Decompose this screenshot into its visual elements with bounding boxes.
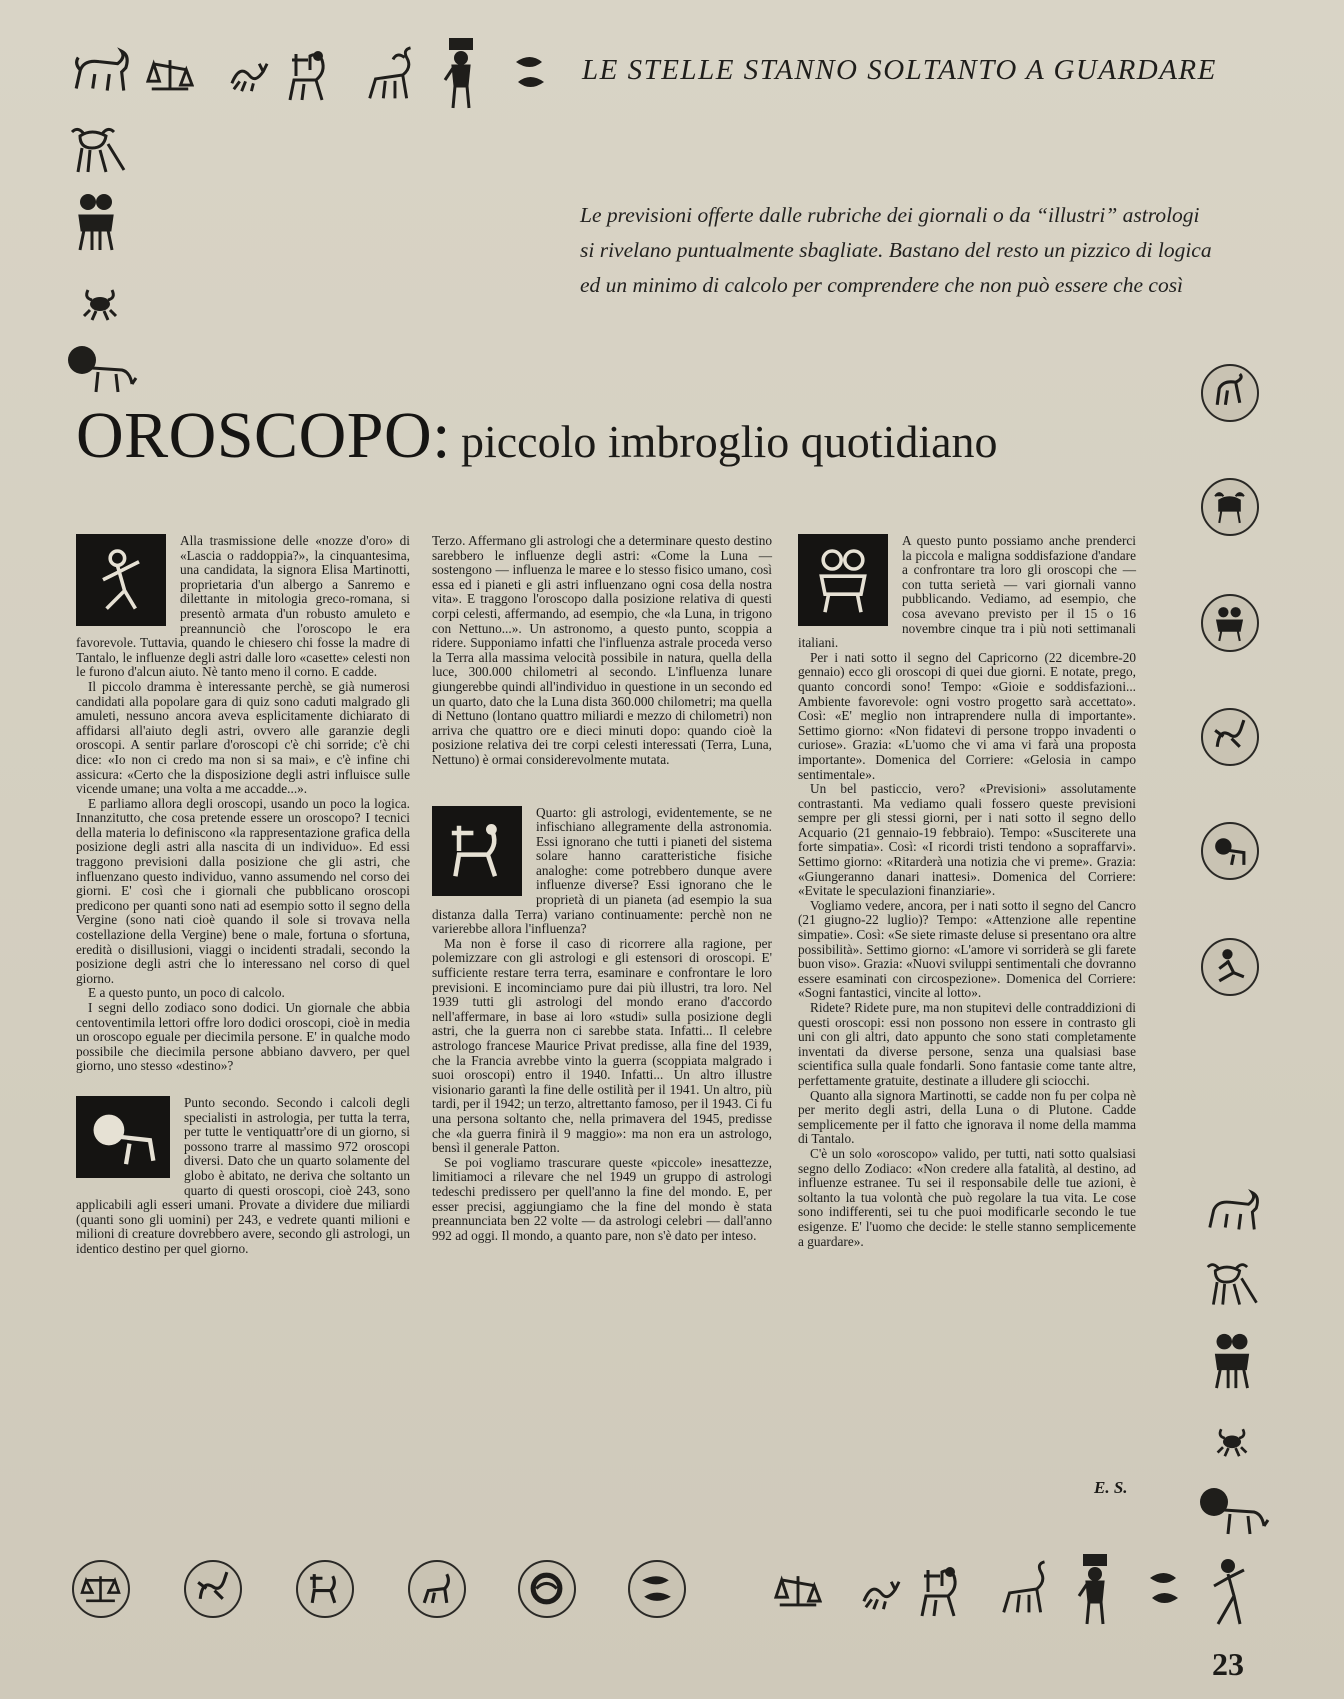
intro-line: si rivelano puntualmente sbagliate. Bastano del resto un pizzico di logica [580,238,1212,262]
aquarius-icon [440,36,482,110]
virgo-icon [1206,1556,1252,1626]
aquarius-badge-icon [518,1560,576,1618]
leo-icon [76,1096,170,1178]
paragraph: E a questo punto, un poco di calcolo. [88,985,285,1001]
capricorn-badge-icon [408,1560,466,1618]
pisces-badge-icon [628,1560,686,1618]
scorpio-badge-icon [1201,708,1259,766]
taurus-icon [68,124,132,174]
ram-icon [1204,1188,1262,1238]
intro-line: Le previsioni offerte dalle rubriche dei giornali o da “illustri” astrologi [580,203,1200,227]
sagittarius-icon [914,1562,984,1622]
sagittarius-badge-icon [296,1560,354,1618]
paragraph: E parliamo allora degli oroscopi, usando un poco la logica. Innanzitutto, che cosa pretende essere un oroscopo? I tecnici della materia lo definiscono «la rappresentazione grafica della posizione degli astri alla nascita di un individuo». Ed essi traggono previsioni dalla posizione che gli astri, che influenzano questo individuo, vanno assumendo nel corso dei giorni. E' così che i giornali che pubblicano oroscopi predicono per quanti sono nati ad esempio sotto il segno della Vergine (sono nati cioè quando il sole si trovava nella costellazione della Vergine) bene o male, fortuna o sfortuna, eredità o disillusioni, viaggi o incidenti stradali, secondo la posizione degli astri che lo interessano nel corso di quel giorno. [76,795,410,986]
headline-sub: piccolo imbroglio quotidiano [460,416,998,467]
paragraph: Quarto: gli astrologi, evidentemente, se ne infischiano allegramente della astronomia. Essi ignorano che tutti i pianeti del sistema solare hanno caratteristiche fisiche analoghe: come potrebbero dunque avere influenze diverse? Essi ignorano che le proprietà di un pianeta (ad esempio la sua distanza dalla Terra) variano continuamente: perchè non ne varierebbe allora l'influenza? [432,804,772,937]
paragraph: I segni dello zodiaco sono dodici. Un giornale che abbia centoventimila lettori offre loro dodici oroscopi, cioè in media un oroscopo eguale per diecimila persone. E' in qualche modo possibile che diecimila persone abbiano davvero, per quel giorno, uno stesso «destino»? [76,1000,410,1074]
capricorn-icon [994,1558,1062,1620]
section-title: LE STELLE STANNO SOLTANTO A GUARDARE [582,54,1217,86]
paragraph: Un bel pasticcio, vero? «Previsioni» assolutamente contrastanti. Ma vediamo quali fossero queste previsioni sempre per gli stessi giorni, per i nati sotto il segno dello Acquario (21 gennaio-19 febbraio). Tempo: «Susciterete una forte simpatia». Così: «I ricordi tristi tendono a sopraffarvi». Settimo giorno: «Ritarderà una notizia che vi preme». Grazia: «Giungeranno danari inattesi». Domenica del Corriere: «Evitate le speculazioni finanziarie». [798,781,1136,899]
leo-icon [1196,1484,1270,1538]
paragraph: Alla trasmissione delle «nozze d'oro» di «Lascia o raddoppia?», la cinquantesima, una candidata, la signora Elisa Martinotti, proprietaria d'un albergo a Sanremo e dilettante in mitologia greco-romana, si presentò armata d'un robusto amuleto e preannunciò che l'oroscopo le era favorevole. Tuttavia, quando le chiesero chi fosse la madre di Tantalo, le influenze degli astri dalle loro «casette» celesti non le furono d'alcun aiuto. Nè tanto meno il corno. E cadde. [76,533,410,680]
paragraph: Quanto alla signora Martinotti, se cadde non fu per colpa nè per merito degli astri, della Luna o di Plutone. Cadde semplicemente per il fatto che ignorava il nome della mamma di Tantalo. [798,1087,1136,1147]
sagittarius-icon [432,806,522,896]
intro-deck [580,198,1260,303]
virgo-badge-icon [1201,938,1259,996]
paragraph: C'è un solo «oroscopo» valido, per tutti, nati sotto qualsiasi segno dello Zodiaco: «Non credere alla fatalità, al destino, ad influenze estranee. Tu sei il responsabile delle tue azioni, è soltanto la tua volontà che può regolare la tua vita. Le cose sono indifferenti, sei tu che puoi modificarle secondo le tue esigenze. E' l'uomo che decide: le stelle stanno semplicemente a guardare». [798,1145,1136,1249]
pisces-icon [510,50,550,94]
gemini-badge-icon [1201,594,1259,652]
gemini-icon [72,190,120,252]
article-column-2 [432,534,772,1243]
intro-line: ed un minimo di calcolo per comprendere che non può essere che così [580,273,1184,297]
taurus-icon [1204,1258,1264,1308]
scorpio-icon [858,1572,902,1616]
paragraph: A questo punto possiamo anche prenderci la piccola e maligna soddisfazione d'andare a confrontare tra loro gli oroscopi che — con tutta serietà — vari giornali vanno pubblicando. Vediamo, ad esempio, che cosa avevano previsto per il 15 o 16 novembre cinque tra i più noti settimanali italiani. [798,533,1136,651]
sagittarius-icon [282,46,352,106]
author-signature: E. S. [1094,1478,1128,1497]
article-column-1 [76,534,410,1257]
paragraph: Il piccolo dramma è interessante perchè, se già numerosi candidati alla popolare gara di quiz sono caduti malgrado gli amuleti, nessuno ancora aveva esplicitamente dichiarato di affidarsi all'aiuto degli astri, ovvero alle garanzie degli oroscopi. A sentir parlare d'oroscopi c'è chi sorride; c'è chi dice: «Io non ci credo ma non si sa mai», e c'è infine chi assicura: «Certo che la disposizione degli astri influisce sulle vicende umane; una volta a me accadde...». [76,678,410,797]
paragraph: Ridete? Ridete pure, ma non stupitevi delle contraddizioni di questi oroscopi: essi non possono non essere in contrasto gli uni con gli altri, dato appunto che sono stati completamente inventati da diverse persone, senza una qualsiasi base scientifica sulla quale fondarli. Sono fantasie come tante altre, perfettamente gratuite, destinate a illudere gli sciocchi. [798,1000,1136,1088]
gemini-icon [798,534,888,626]
paragraph: Se poi vogliamo trascurare queste «piccole» inesattezze, limitiamoci a rilevare che nel 1949 un gruppo di astrologi tedeschi predissero per quell'anno la fine del mondo. E, per esser precisi, aggiungiamo che la fine del mondo è stata preannunciata ben 22 volte — da astrologi celebri — dall'anno 992 ad oggi. Il mondo, a quanto pare, non s'è dato per inteso. [432,1154,772,1243]
pisces-icon [1144,1566,1184,1610]
leo-badge-icon [1201,822,1259,880]
paragraph: Per i nati sotto il segno del Capricorno (22 dicembre-20 gennaio) ecco gli oroscopi di quei due giorni. E notate, prego, quanto concordi sono! Tempo: «Gioie e soddisfazioni... Ambiente favorevole: ogni vostro progetto sarà accettato». Così: «E' meglio non intraprendere nulla di importante». Settimo giorno: «Non fidatevi di persone troppo invadenti o curiose». Grazia: «L'uomo che vi ama vi farà una proposta importante». Domenica del Corriere: «Gelosia in campo sentimentale». [798,649,1136,782]
paragraph: Punto secondo. Secondo i calcoli degli specialisti in astrologia, per tutta la terra, per tutte le ventiquattr'ore di un giorno, si possono trarre al massimo 972 oroscopi diversi. Dato che un quarto solamente del globo è abitato, ne deriva che soltanto un quarto di questi oroscopi, cioè 243, sono applicabili agli esseri umani. Provate a dividere due miliardi (quanti sono gli uomini) per 243, e vedrete quanti milioni e milioni di creature dovrebbero avere, secondo gli astrologi, un identico destino per quel giorno. [76,1094,410,1256]
article-column-3 [798,534,1136,1249]
headline [76,398,1156,474]
cancer-icon [1214,1422,1250,1458]
cancer-icon [80,282,120,322]
paragraph: Terzo. Affermano gli astrologi che a determinare questo destino sarebbero le influenze degli astri: «Come la Luna — sostengono — influenza le maree e lo stesso fisico umano, così essa ed i pianeti e gli astri influenzano ogni cosa della nostra vita». E traggono l'oroscopo dalla posizione relativa di questi corpi celesti, affermando, ad esempio, che «la Luna, in trigono con Nettuno...». Un astronomo, a questo punto, scoppia a ridere. Supponiamo infatti che l'influenza astrale proceda verso la Terra alla massima velocità possibile in natura, quella della luce, 300.000 chilometri al secondo. L'influenza lunare giungerebbe quindi all'individuo in questione in un secondo ed un quarto, dato che la Luna dista 360.000 chilometri; ma quella di Nettuno (lontano quattro miliardi e mezzo di chilometri) non arriva che quattro ore e dieci minuti dopo: quando cioè la posizione relativa dei tre corpi celesti interessati (Terra, Luna, Nettuno) è ormai considerevolmente mutata. [432,533,772,767]
virgo-icon [76,534,166,626]
aquarius-icon [1074,1552,1116,1626]
paragraph: Ma non è forse il caso di ricorrere alla ragione, per polemizzare con gli astrologi e gli estensori di oroscopi. E' sufficiente restare terra terra, esaminare e confrontare le loro previsioni. E incominciamo pure dai più illustri, tra loro. Nel 1939 tutti gli astrologi del mondo erano d'accordo nell'affermare, in base ai loro «studi» sulla posizione degli astri, che la guerra non ci sarebbe stata. Infatti... Il celebre astrologo francese Maurice Privat predisse, alla fine del 1939, che la Francia avrebbe vinto la guerra (scoppiata malgrado i suoi oroscopi) entro il 1940. Infatti... Un altro illustre visionario garantì la fine delle ostilità per il 1941. Un altro, più tardi, per il 1942; un terzo, altrettanto famoso, per il 1943. Ci fu una persona soltanto che, nella primavera del 1945, predisse che «la guerra finirà il 9 maggio»: ma non era un astrologo, bensì il generale Patton. [432,935,772,1156]
capricorn-icon [360,44,428,106]
libra-icon [774,1568,822,1612]
libra-badge-icon [72,1560,130,1618]
paragraph: Vogliamo vedere, ancora, per i nati sotto il segno del Cancro (21 giugno-22 luglio)? Tempo: «Attenzione alle repentine simpatie». Così: «Se siete rimaste deluse si presentano ora altre possibilità». Settimo giorno: «L'amore vi sorriderà se gli farete buon viso». Grazia: «Nuovi sviluppi sentimentali che dovranno essere esaminati con circospezione». Domenica del Corriere: «Sogni fantastici, vincite al lotto». [798,897,1136,1001]
aries-badge-icon [1201,364,1259,422]
scorpio-badge-icon [184,1560,242,1618]
scorpio-icon [226,54,270,98]
taurus-badge-icon [1201,478,1259,536]
ram-icon [70,46,132,100]
gemini-icon [1208,1330,1256,1390]
leo-icon [64,342,138,396]
headline-main: OROSCOPO: [76,399,451,472]
page-number: 23 [1212,1646,1244,1682]
libra-icon [146,52,194,96]
